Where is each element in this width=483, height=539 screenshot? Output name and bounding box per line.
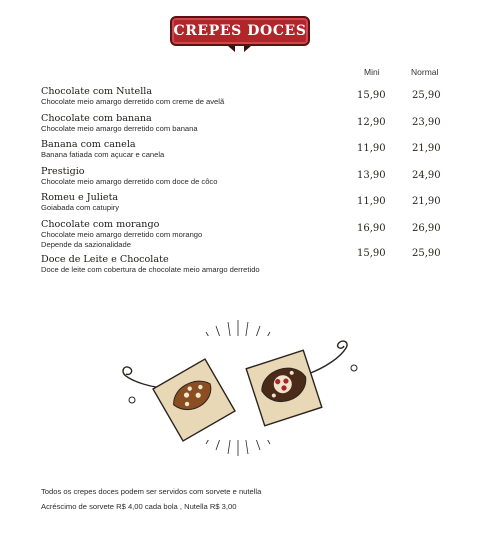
price-normal: 25,90	[412, 248, 441, 259]
footer-notes	[41, 484, 461, 514]
item-name: Banana com canela	[41, 139, 136, 150]
item-description: Chocolate meio amargo derretido com doce de côco	[41, 177, 218, 186]
footer-line-2: Acréscimo de sorvete R$ 4,00 cada bola , Nutella R$ 3,00	[41, 502, 237, 511]
swirl-icon	[308, 341, 347, 374]
item-name: Chocolate com morango	[41, 219, 160, 230]
item-name: Doce de Leite e Chocolate	[41, 254, 169, 265]
menu-item	[41, 113, 461, 139]
column-header-mini: Mini	[364, 67, 380, 77]
item-name: Chocolate com banana	[41, 113, 152, 124]
price-normal: 24,90	[412, 170, 441, 181]
menu-item	[41, 166, 461, 192]
banner-plate	[170, 16, 310, 46]
price-mini: 13,90	[357, 170, 386, 181]
price-normal: 26,90	[412, 223, 441, 234]
menu-item	[41, 248, 461, 281]
menu-item	[41, 219, 461, 254]
item-description: Chocolate meio amargo derretido com creme de avelã	[41, 97, 225, 106]
item-description: Banana fatiada com açucar e canela	[41, 150, 165, 159]
menu-item	[41, 139, 461, 166]
column-header-normal: Normal	[411, 67, 439, 77]
menu-list	[41, 86, 461, 281]
ribbon-tail-left	[228, 46, 235, 52]
price-mini: 16,90	[357, 223, 386, 234]
price-mini: 11,90	[357, 143, 386, 154]
price-normal: 25,90	[412, 90, 441, 101]
price-mini: 12,90	[357, 117, 386, 128]
item-description: Chocolate meio amargo derretido com morango	[41, 230, 203, 239]
page-title: CREPES DOCES	[173, 23, 307, 39]
price-mini: 15,90	[357, 90, 386, 101]
item-note: Depende da sazionalidade	[41, 239, 131, 249]
price-mini: 11,90	[357, 196, 386, 207]
item-name: Chocolate com Nutella	[41, 86, 153, 97]
menu-item	[41, 86, 461, 113]
price-normal: 23,90	[412, 117, 441, 128]
menu-item	[41, 192, 461, 219]
item-description: Doce de leite com cobertura de chocolate meio amargo derretido	[41, 265, 260, 274]
ribbon-tail-right	[244, 46, 251, 52]
item-description: Goiabada com catupiry	[41, 203, 120, 212]
price-mini: 15,90	[357, 248, 386, 259]
price-normal: 21,90	[412, 196, 441, 207]
price-normal: 21,90	[412, 143, 441, 154]
title-banner	[170, 16, 310, 52]
item-name: Romeu e Julieta	[41, 192, 119, 203]
item-name: Prestigio	[41, 166, 85, 177]
item-description: Chocolate meio amargo derretido com banana	[41, 124, 198, 133]
footer-line-1: Todos os crepes doces podem ser servidos com sorvete e nutella	[41, 487, 262, 496]
crepes-illustration	[112, 318, 364, 458]
